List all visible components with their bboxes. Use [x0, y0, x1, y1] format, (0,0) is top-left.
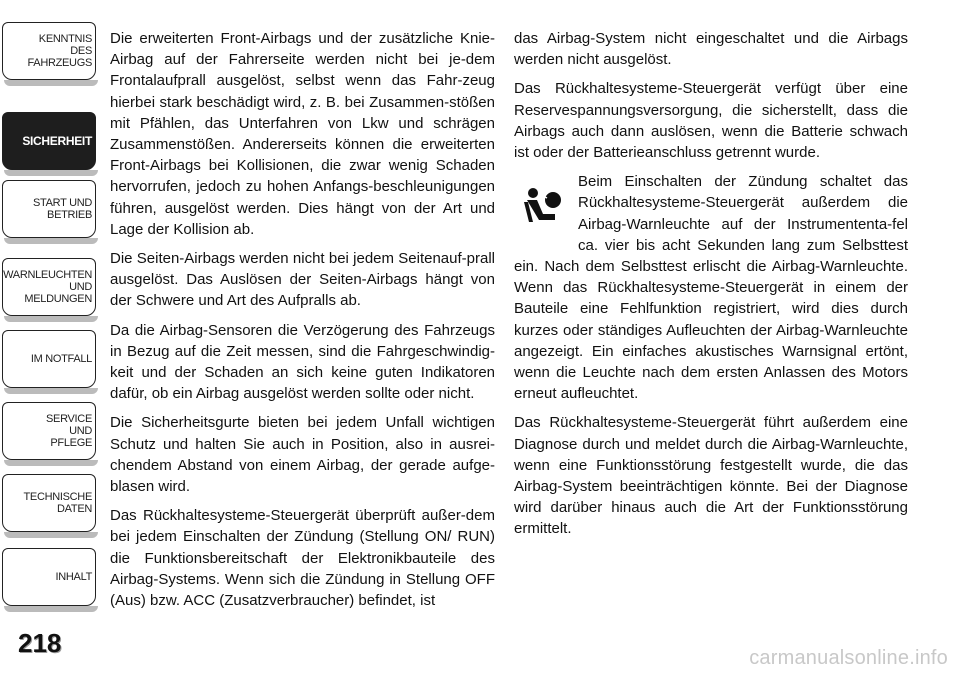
- watermark: carmanualsonline.info: [749, 647, 948, 669]
- right-column: [514, 28, 908, 548]
- paragraph: Die erweiterten Front-Airbags und der zusätzliche Knie-Airbag auf der Fahrerseite werden nicht bei je-dem Frontalaufprall ausgelöst, selbst wenn das Fahr-zeug hierbei stark beschädigt wird, z. B. bei Zusammen-stößen mit Pfählen, das Unterfahren von Lkw und schrägen Zusammenstößen. Andererseits können die erweiterten Front-Airbags bei Kollisionen, die zwar wenig Schaden hervorrufen, jedoch zu hohen Anfangs-beschleunigungen führen, ausgelöst werden. Dies hängt von der Art und Lage der Kollision ab.: [110, 30, 495, 238]
- paragraph: Die Sicherheitsgurte bieten bei jedem Unfall wichtigen Schutz und halten Sie auch in Position, also in ausrei-chendem Abstand von einem Airbag, der gerade aufge-blasen wird.: [110, 414, 495, 496]
- paragraph: Da die Airbag-Sensoren die Verzögerung des Fahrzeugs in Bezug auf die Zeit messen, sind die Fahrgeschwindig-keit und der Schaden an sich keine guten Indikatoren dafür, ob ein Airbag ausgelöst werden sollte oder nicht.: [110, 321, 495, 403]
- paragraph: Das Rückhaltesysteme-Steuergerät verfügt über eine Reservespannungsversorgung, die sicherstellt, dass die Airbags auch dann auslösen, wenn die Batterie schwach ist oder der Batterieanschluss getrennt wurde.: [514, 80, 908, 162]
- tab-inhalt[interactable]: [0, 546, 98, 608]
- tab-label: WARNLEUCHTEN UND MELDUNGEN: [3, 269, 92, 305]
- tab-kenntnis-des-fahrzeugs[interactable]: [0, 20, 98, 82]
- left-column: [110, 28, 495, 619]
- tab-label: KENNTNIS DES FAHRZEUGS: [27, 33, 92, 69]
- tab-technische-daten[interactable]: [0, 472, 98, 534]
- tab-warnleuchten-und-meldungen[interactable]: [0, 256, 98, 318]
- paragraph: Das Rückhaltesysteme-Steuergerät überprüft außer-dem bei jedem Einschalten der Zündung (Stellung ON/ RUN) die Funktionsbereitschaft der Elektronikbauteile des Airbag-Systems. Wenn sich die Zündung in Stellung OFF (Aus) bzw. ACC (Zusatzverbraucher) befindet, ist: [110, 507, 495, 610]
- chapter-tabs: [0, 0, 98, 600]
- tab-label: INHALT: [55, 571, 92, 583]
- tab-label: TECHNISCHE DATEN: [23, 491, 92, 515]
- paragraph: Das Rückhaltesysteme-Steuergerät führt außerdem eine Diagnose durch und meldet durch die Airbag-Warnleuchte, wenn eine Funktionsstörung festgestellt wurde, die das Airbag-System beeinträchtigen könnte. Bei der Diagnose wird darüber hinaus auch die Art der Funktionsstörung ermittelt.: [514, 414, 908, 538]
- tab-label: SICHERHEIT: [22, 134, 92, 148]
- tab-label: START UND BETRIEB: [32, 197, 92, 221]
- airbag-warning-paragraph: [514, 171, 908, 404]
- tab-im-notfall[interactable]: [0, 328, 98, 390]
- tab-service-und-pflege[interactable]: [0, 400, 98, 462]
- tab-label: SERVICE UND PFLEGE: [46, 413, 92, 449]
- tab-sicherheit[interactable]: [0, 110, 98, 172]
- airbag-warning-icon: [514, 177, 572, 235]
- paragraph: Beim Einschalten der Zündung schaltet das Rückhaltesysteme-Steuergerät außerdem die Airbag-Warnleuchte auf der Instrumententa-fel ca. vier bis acht Sekunden lang zum Selbsttest ein. Nach dem Selbsttest erlischt die Airbag-Warnleuchte. Wenn das Rückhaltesysteme-Steuergerät in einem der Bauteile eine Fehlfunktion registriert, wird dies durch kurzes oder ständiges Aufleuchten der Airbag-Warnleuchte angezeigt. Ein einfaches akustisches Warnsignal ertönt, wenn die Leuchte nach dem ersten Anlassen des Motors erneut aufleuchtet.: [514, 173, 908, 403]
- paragraph: Die Seiten-Airbags werden nicht bei jedem Seitenauf-prall ausgelöst. Das Auslösen der Seiten-Airbags hängt von der Schwere und Art des Aufpralls ab.: [110, 250, 495, 310]
- page-number: 218: [18, 628, 62, 658]
- paragraph: das Airbag-System nicht eingeschaltet und die Airbags werden nicht ausgelöst.: [514, 30, 908, 69]
- tab-start-und-betrieb[interactable]: [0, 178, 98, 240]
- tab-label: IM NOTFALL: [30, 353, 92, 365]
